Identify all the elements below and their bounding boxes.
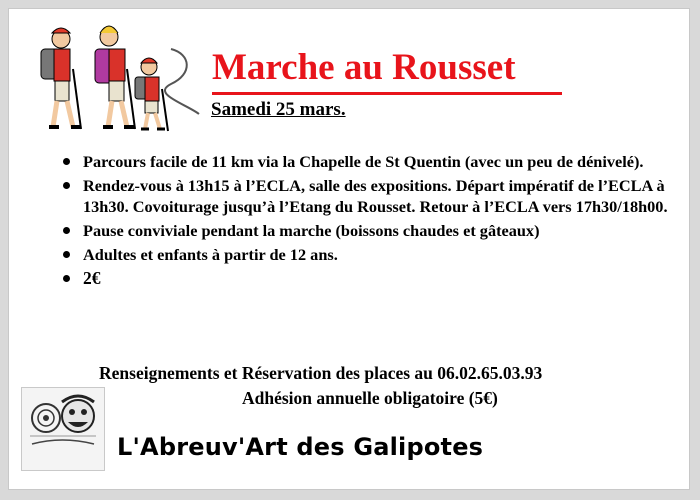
- flyer-title: Marche au Rousset: [212, 47, 516, 88]
- bullet-icon: [63, 227, 70, 234]
- event-date: Samedi 25 mars.: [211, 99, 346, 120]
- organization-logo: [21, 387, 105, 471]
- list-item: Pause conviviale pendant la marche (boissons chaudes et gâteaux): [63, 220, 683, 241]
- bullet-icon: [63, 275, 70, 282]
- bullet-icon: [63, 158, 70, 165]
- bullet-icon: [63, 182, 70, 189]
- organization-name: L'Abreuv'Art des Galipotes: [117, 433, 484, 461]
- details-list: [63, 151, 683, 292]
- membership-line: Adhésion annuelle obligatoire (5€): [242, 388, 498, 408]
- title-underline: [212, 92, 562, 95]
- list-item: 2€: [63, 268, 683, 289]
- list-item: Parcours facile de 11 km via la Chapelle de St Quentin (avec un peu de dénivelé).: [63, 151, 683, 172]
- hikers-illustration: [21, 19, 201, 137]
- logo-face-icon: [22, 388, 104, 470]
- contact-line: Renseignements et Réservation des places au 06.02.65.03.93: [99, 363, 543, 383]
- list-item: Adultes et enfants à partir de 12 ans.: [63, 244, 683, 265]
- list-item: Rendez-vous à 13h15 à l’ECLA, salle des expositions. Départ impératif de l’ECLA à 13h30. Covoiturage jusqu’à l’Etang du Rousset. Retour à l’ECLA vers 17h30/18h00.: [63, 175, 683, 217]
- flyer-page: [8, 8, 690, 490]
- bullet-icon: [63, 251, 70, 258]
